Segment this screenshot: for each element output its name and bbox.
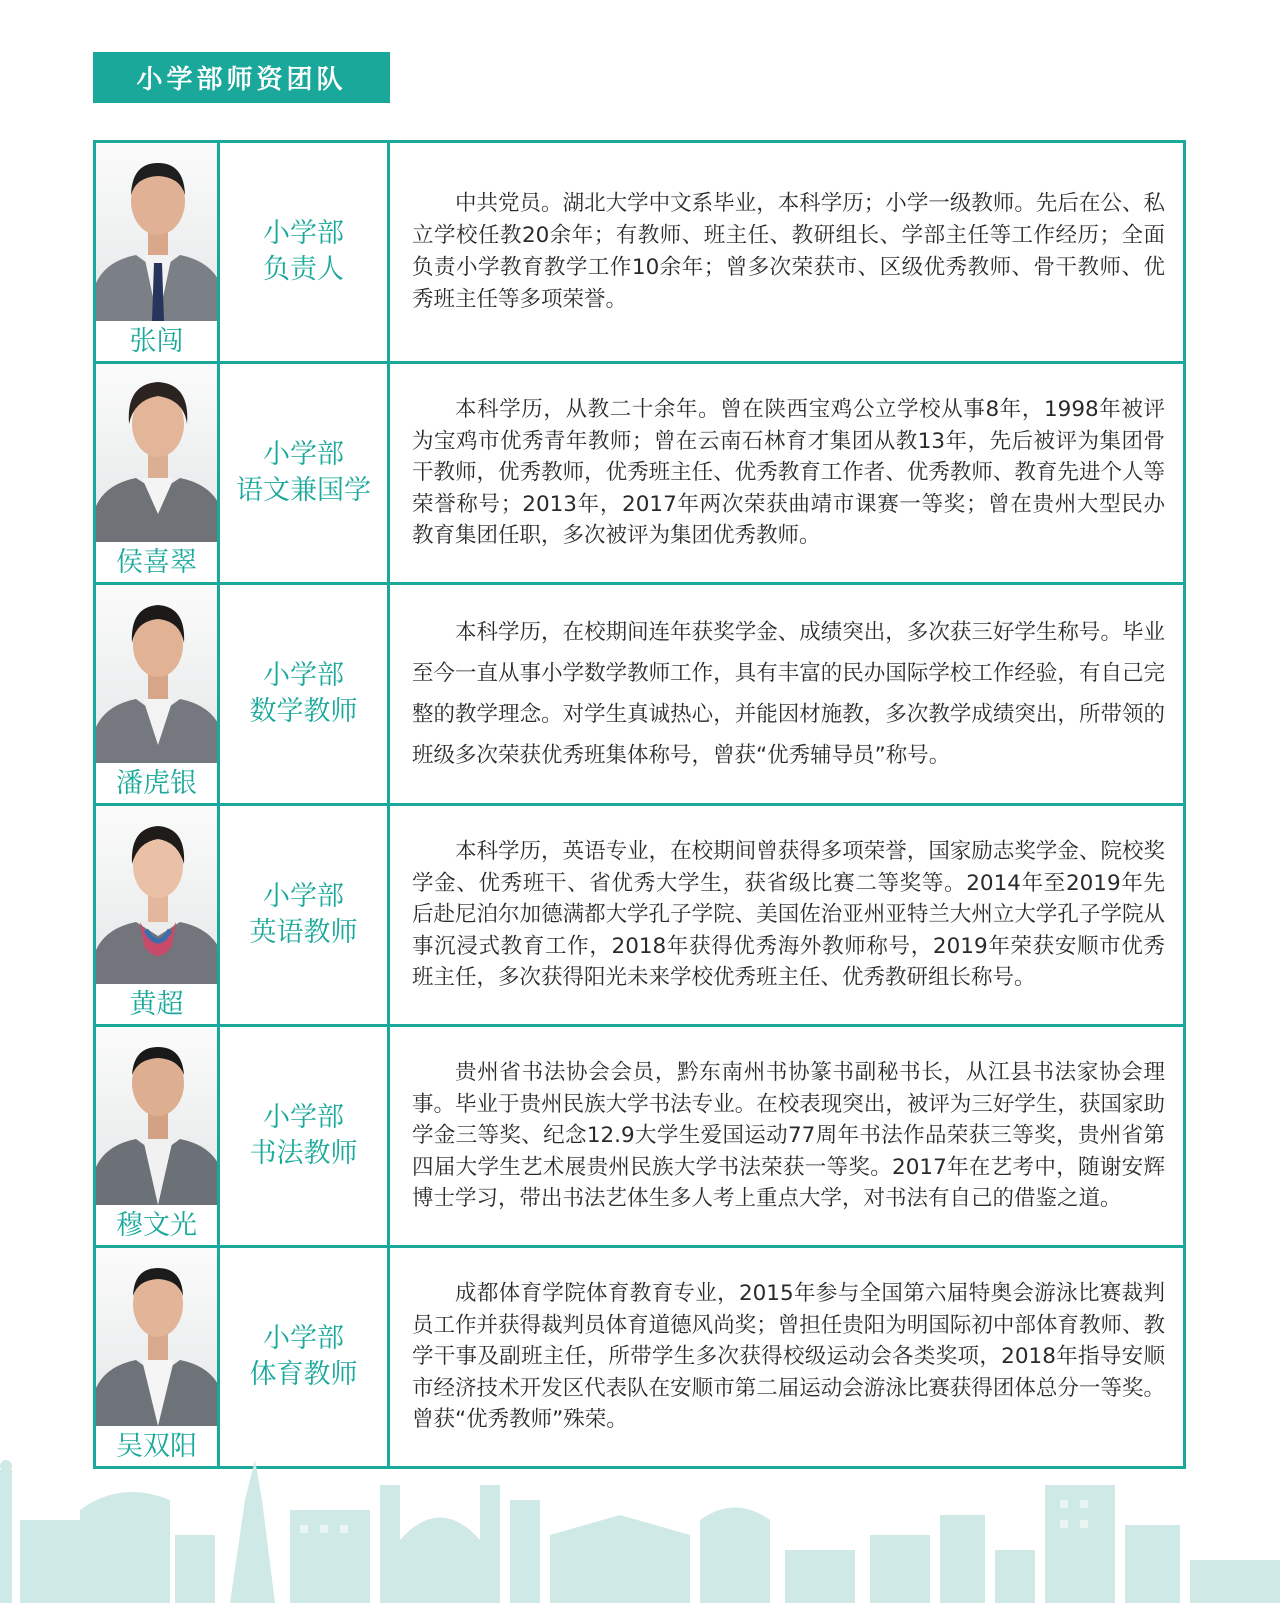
teacher-name: 黄超 [129,988,184,1020]
teacher-role-title: 英语教师 [249,917,358,948]
teacher-bio-cell [389,1026,1185,1247]
teacher-role-dept: 小学部 [263,1102,344,1133]
teacher-role-cell [219,142,389,363]
teacher-bio-cell [389,1247,1185,1468]
teacher-name: 吴双阳 [116,1430,197,1462]
teacher-photo [96,585,217,763]
teacher-photo-cell [95,1026,219,1247]
teacher-role-title: 语文兼国学 [236,475,371,506]
teacher-bio: 中共党员。湖北大学中文系毕业，本科学历；小学一级教师。先后在公、私立学校任教20余年；有教师、班主任、教研组长、学部主任等工作经历；全面负责小学教育教学工作10余年；曾多次荣获市、区级优秀教师、骨干教师、优秀班主任等多项荣誉。 [412,191,1165,312]
portrait-image [96,1248,217,1426]
teacher-photo [96,1027,217,1205]
teacher-role-dept: 小学部 [263,1323,344,1354]
teacher-photo-cell [95,363,219,584]
teacher-row [95,1026,1185,1247]
teacher-role-title: 书法教师 [249,1138,358,1169]
teacher-role-cell [219,1026,389,1247]
teacher-bio: 成都体育学院体育教育专业，2015年参与全国第六届特奥会游泳比赛裁判员工作并获得裁判员体育道德风尚奖；曾担任贵阳为明国际初中部体育教师、教学干事及副班主任，所带学生多次获得校级运动会各类奖项，2018年指导安顺市经济技术开发区代表队在安顺市第二届运动会游泳比赛获得团体总分一等奖。曾获“优秀教师”殊荣。 [412,1281,1165,1433]
teacher-photo-cell [95,805,219,1026]
teacher-name: 侯喜翠 [116,546,197,578]
teacher-row [95,1247,1185,1468]
teacher-name: 穆文光 [116,1209,197,1241]
teacher-name: 张闯 [129,325,184,357]
teacher-bio-cell [389,142,1185,363]
teacher-photo [96,1248,217,1426]
teacher-bio: 本科学历，从教二十余年。曾在陕西宝鸡公立学校从事8年，1998年被评为宝鸡市优秀青年教师；曾在云南石林育才集团从教13年，先后被评为集团骨干教师，优秀教师，优秀班主任、优秀教育工作者、优秀教师、教育先进个人等荣誉称号；2013年，2017年两次荣获曲靖市课赛一等奖；曾在贵州大型民办教育集团任职，多次被评为集团优秀教师。 [412,397,1165,549]
section-title-banner [93,52,390,103]
teacher-bio-cell [389,363,1185,584]
teacher-photo-cell [95,142,219,363]
teacher-role-dept: 小学部 [263,439,344,470]
teacher-photo-cell [95,1247,219,1468]
teacher-row [95,363,1185,584]
teacher-photo [96,143,217,321]
portrait-image [96,143,217,321]
section-title: 小学部师资团队 [136,65,347,95]
teacher-bio-cell [389,805,1185,1026]
teacher-bio: 本科学历，英语专业，在校期间曾获得多项荣誉，国家励志奖学金、院校奖学金、优秀班干、省优秀大学生，获省级比赛二等奖等。2014年至2019年先后赴尼泊尔加德满都大学孔子学院、美国佐治亚州亚特兰大州立大学孔子学院从事沉浸式教育工作，2018年获得优秀海外教师称号，2019年荣获安顺市优秀班主任，多次获得阳光未来学校优秀班主任、优秀教研组长称号。 [412,839,1165,991]
staff-table [93,140,1186,1469]
teacher-role-dept: 小学部 [263,881,344,912]
teacher-photo [96,806,217,984]
teacher-photo-cell [95,584,219,805]
teacher-role-title: 负责人 [263,254,344,285]
portrait-image [96,364,217,542]
teacher-bio: 贵州省书法协会会员，黔东南州书协篆书副秘书长，从江县书法家协会理事。毕业于贵州民族大学书法专业。在校表现突出，被评为三好学生，获国家助学金三等奖、纪念12.9大学生爱国运动77周年书法作品荣获三等奖，贵州省第四届大学生艺术展贵州民族大学书法荣获一等奖。2017年在艺考中，随谢安辉博士学习，带出书法艺体生多人考上重点大学，对书法有自己的借鉴之道。 [412,1060,1165,1212]
teacher-role-cell [219,1247,389,1468]
teacher-bio: 本科学历，在校期间连年获奖学金、成绩突出，多次获三好学生称号。毕业至今一直从事小学数学教师工作，具有丰富的民办国际学校工作经验，有自己完整的教学理念。对学生真诚热心，并能因材施教，多次教学成绩突出，所带领的班级多次荣获优秀班集体称号，曾获“优秀辅导员”称号。 [412,620,1165,768]
teacher-photo [96,364,217,542]
teacher-row [95,584,1185,805]
portrait-image [96,806,217,984]
teacher-role-dept: 小学部 [263,660,344,691]
teacher-row [95,142,1185,363]
city-skyline-decoration [0,1440,1280,1603]
teacher-role-cell [219,584,389,805]
teacher-role-title: 体育教师 [249,1359,358,1390]
portrait-image [96,585,217,763]
teacher-bio-cell [389,584,1185,805]
teacher-role-cell [219,805,389,1026]
teacher-role-title: 数学教师 [249,696,358,727]
teacher-role-dept: 小学部 [263,218,344,249]
portrait-image [96,1027,217,1205]
teacher-role-cell [219,363,389,584]
teacher-row [95,805,1185,1026]
teacher-name: 潘虎银 [116,767,197,799]
